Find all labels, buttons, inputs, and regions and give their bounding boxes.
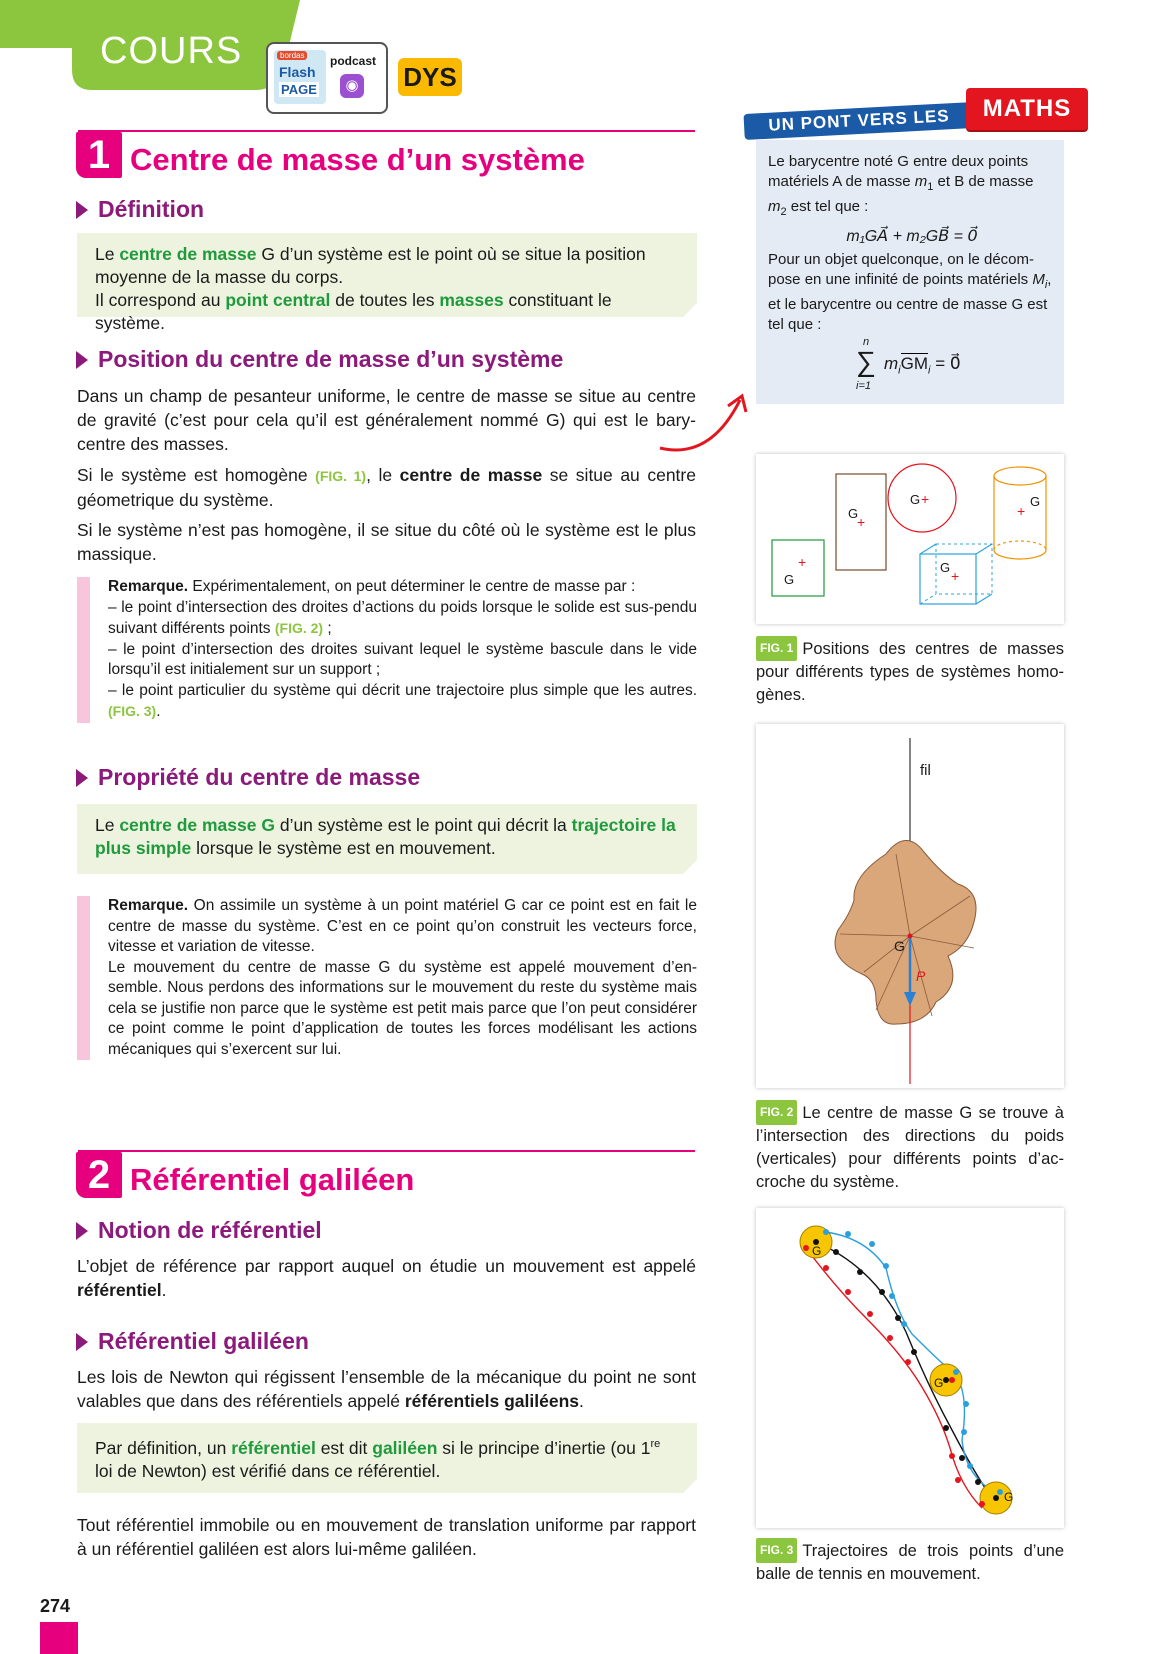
fig3-tag: FIG. 3	[756, 1538, 797, 1563]
fig1-label-g1: G	[784, 572, 795, 587]
position-paragraph-3: Si le système n’est pas homogène, il se situe du côté où le système est le plus massique.	[77, 520, 696, 564]
maths-banner	[744, 86, 1092, 140]
fig2-caption: FIG. 2 Le centre de masse G se trouve à l’intersection des directions du poids (verticales) pour différents points d’ac-croche du système.	[756, 1100, 1064, 1194]
fig3-image	[756, 1208, 1064, 1528]
link-arrow-icon	[650, 390, 770, 470]
notion-paragraph: L’objet de référence par rapport auquel on étudie un mouvement est appelé référentiel.	[77, 1256, 696, 1300]
svg-text:+: +	[1017, 503, 1026, 519]
fig3-label-g2: G	[934, 1376, 944, 1390]
page-number: 274	[40, 1596, 71, 1616]
svg-text:+: +	[921, 491, 930, 507]
fig2-image	[756, 724, 1064, 1088]
remark-experimental: Remarque. Expérimentalement, on peut déterminer le centre de masse par : – le point d’intersection des droites d’actions du poids lorsque le solide est sus-pendu suivant différents points (FIG. 2) ; – le point d’intersection des droites suivant lequel le système bascule dans le vide lorsqu’il est initialement sur un support ; – le point particulier du système qui décrit une trajectoire plus simple que les autres. (FIG. 3).	[77, 577, 697, 723]
galilean-paragraph: Les lois de Newton qui régissent l’ensemble de la mécanique du point ne sont valables que dans des référentiels appelé référentiels galiléens.	[77, 1367, 696, 1411]
heading-position: Position du centre de masse d’un système	[76, 346, 563, 373]
triangle-bullet-icon	[76, 1333, 88, 1351]
cours-tab	[0, 0, 300, 90]
remark-material-point: Remarque. On assimile un système à un point matériel G car ce point est en fait le centre de masse du système. C’est en ce point qu’on construit les vecteurs force, vitesse et variation de vitesse. Le mouvement du centre de masse G du système est appelé mouvement d’en-semble. Nous perdons des informations sur le mouvement du reste du système mais cela se justifie non parce que le système est petit mais parce que l’on peut considérer ce point comme le point d’application de toutes les forces modélisant les actions mécaniques qui s’exercent sur lui.	[77, 896, 697, 1060]
heading-property: Propriété du centre de masse	[76, 764, 420, 791]
fig1-tag: FIG. 1	[756, 636, 797, 661]
definition-box: Le centre de masse G d’un système est le point où se situe la position moyenne de la masse du corps. Il correspond au point central de toutes les masses constituant le système.	[77, 233, 697, 317]
fig1-label-g2: G	[848, 506, 859, 521]
triangle-bullet-icon	[76, 1222, 88, 1240]
maths-banner-left: UN PONT VERS LES	[743, 102, 974, 140]
heading-galilean: Référentiel galiléen	[76, 1328, 309, 1355]
fig1-label-g3: G	[910, 492, 921, 507]
podcast-label: podcast	[330, 54, 377, 68]
fig1-image	[756, 454, 1064, 624]
section2-rule	[78, 1150, 695, 1152]
heading-definition: Définition	[76, 196, 204, 223]
fig2-label-g: G	[894, 938, 905, 954]
svg-text:+: +	[798, 554, 807, 570]
fig3-label-g1: G	[812, 1244, 822, 1258]
fig2-label-p: P	[916, 968, 926, 984]
section1-number: 1	[76, 132, 122, 178]
fig2-label-fil: fil	[920, 762, 931, 779]
fig3-label-g3: G	[1004, 1490, 1014, 1504]
section2-title: Référentiel galiléen	[130, 1162, 415, 1197]
fig2-tag: FIG. 2	[756, 1100, 797, 1125]
maths-banner-right: MATHS	[966, 88, 1088, 130]
page-corner-marker	[40, 1622, 78, 1654]
barycentre-equation: m₁GA⃗ + m₂GB⃗ = 0⃗	[846, 228, 978, 245]
flash-page-logo: bordas Flash PAGE	[274, 50, 326, 104]
svg-text:+: +	[951, 568, 960, 584]
fig3-caption: FIG. 3 Trajectoires de trois points d’une balle de tennis en mouvement.	[756, 1538, 1064, 1586]
section2-number: 2	[76, 1152, 122, 1198]
position-paragraph-1: Dans un champ de pesanteur uniforme, le centre de masse se situe au centre de gravité (c’est pour cela qu’il est généralement nommé G) qui est le bary-centre des masses.	[77, 386, 696, 454]
property-box: Le centre de masse G d’un système est le point qui décrit la trajectoire la plus simple lorsque le système est en mouvement.	[77, 804, 697, 874]
maths-panel	[756, 140, 1064, 404]
cours-title: COURS	[100, 30, 243, 72]
heading-notion: Notion de référentiel	[76, 1217, 322, 1244]
maths-text: Le barycentre noté G entre deux points matériels A de masse $m_1$ et B de masse $m_2$ est tel que : m₁GA⃗ + m₂GB⃗ = 0⃗ Pour un objet quelconque, on le décom-pose en une infinité de points matériels $M_i$, et le barycentre ou centre de masse G est tel que :	[768, 152, 1056, 335]
dys-badge[interactable]: DYS	[398, 58, 462, 96]
podcast-icon: ◉	[340, 74, 364, 98]
triangle-bullet-icon	[76, 201, 88, 219]
fig1-label-g5: G	[940, 560, 951, 575]
section1-rule	[78, 130, 695, 132]
fig1-label-g4: G	[1030, 494, 1041, 509]
final-paragraph: Tout référentiel immobile ou en mouvement de translation uniforme par rapport à un référentiel galiléen est alors lui-même galiléen.	[77, 1515, 696, 1559]
fig1-caption: FIG. 1 Positions des centres de masses pour différents types de systèmes homo-gènes.	[756, 636, 1064, 707]
triangle-bullet-icon	[76, 351, 88, 369]
sum-equation: n ∑ i=1 $m_iGM_i$ = 0⃗	[856, 336, 961, 392]
triangle-bullet-icon	[76, 769, 88, 787]
position-paragraph-2: Si le système est homogène (FIG. 1), le centre de masse se situe au centre géometrique du système.	[77, 465, 696, 510]
galilean-definition-box: Par définition, un référentiel est dit galiléen si le principe d’inertie (ou 1re loi de Newton) est vérifié dans ce référentiel.	[77, 1423, 697, 1493]
section1-title: Centre de masse d’un système	[130, 142, 585, 177]
svg-text:+: +	[857, 514, 866, 530]
flash-page-badge[interactable]	[266, 42, 388, 114]
